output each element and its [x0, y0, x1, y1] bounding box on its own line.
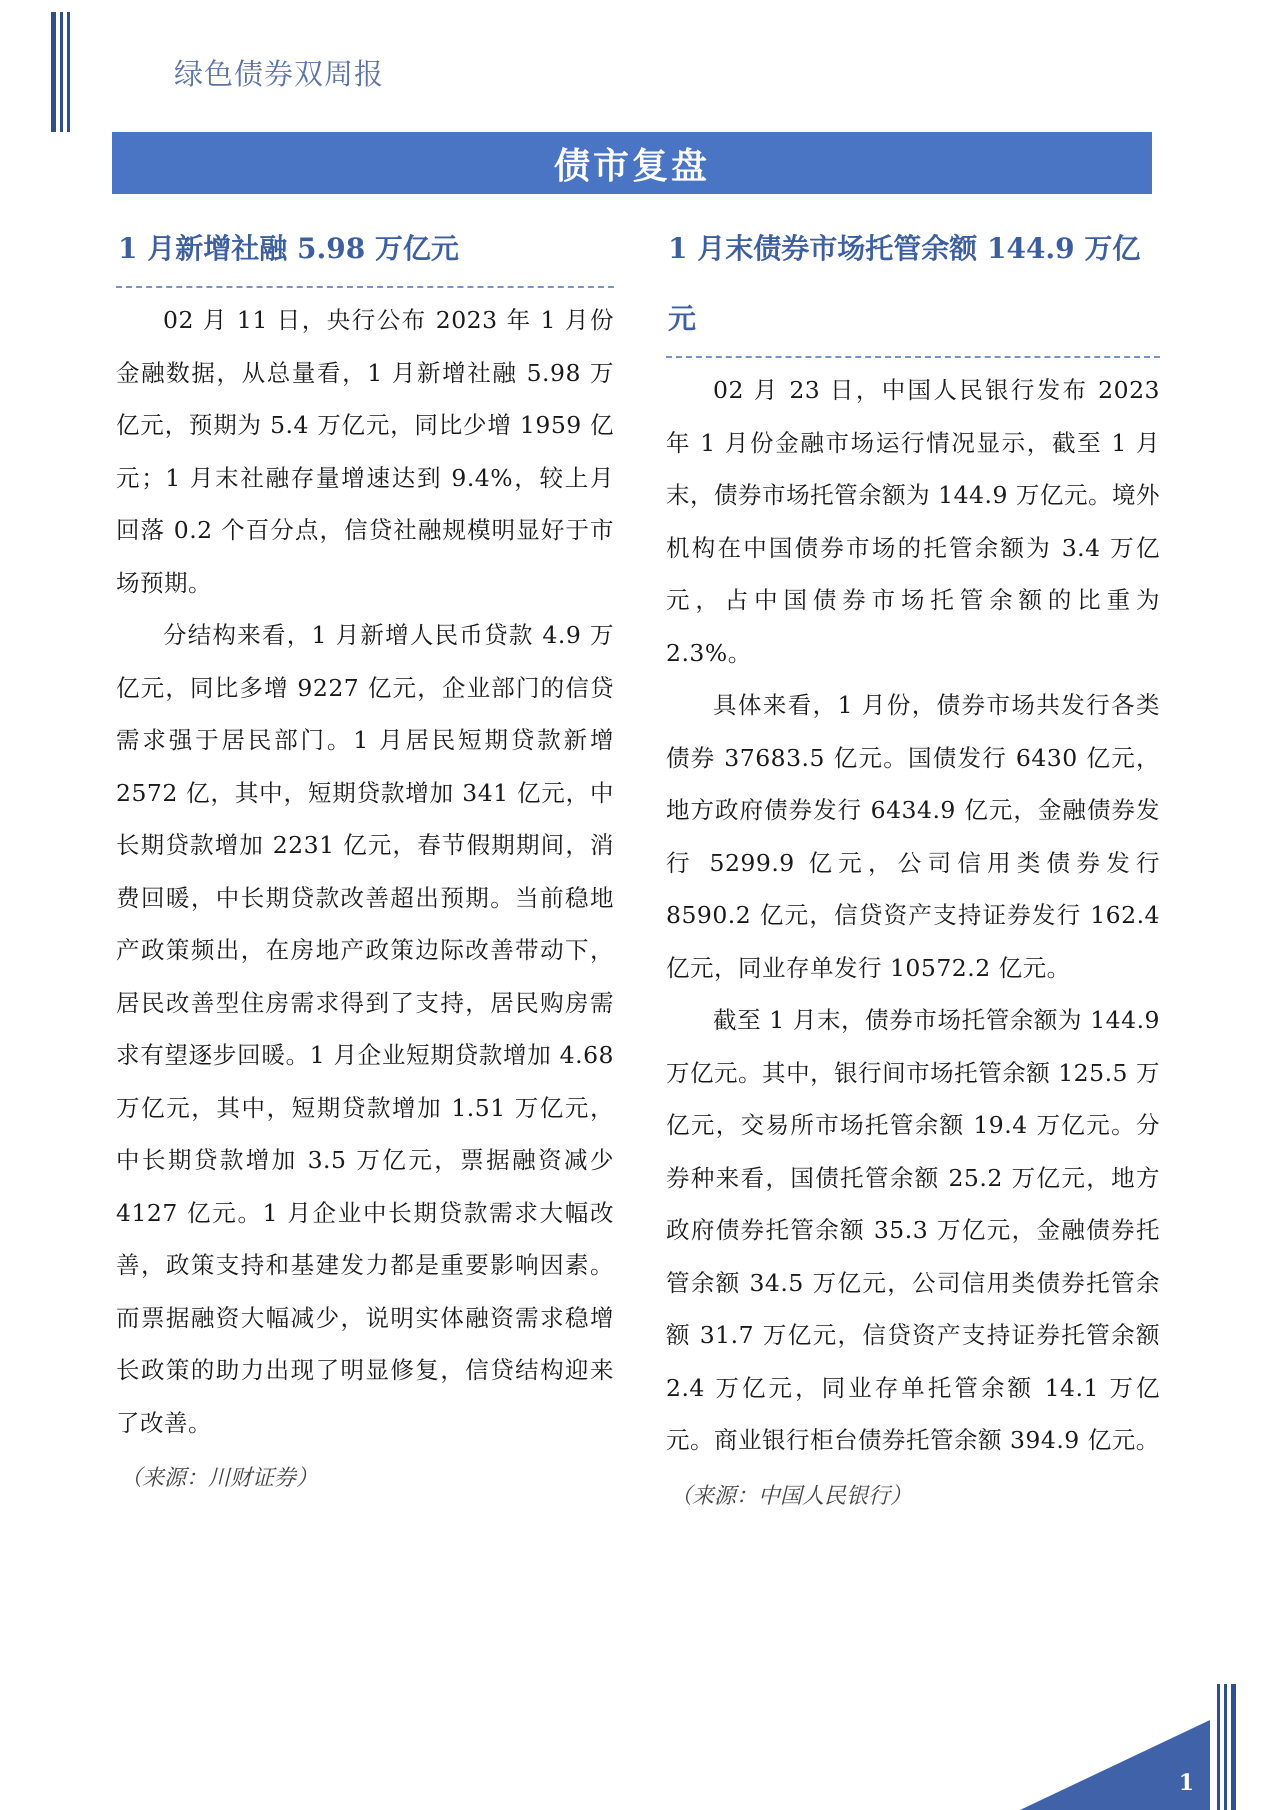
article-paragraph: 具体来看，1 月份，债券市场共发行各类债券 37683.5 亿元。国债发行 6430 亿元，地方政府债券发行 6434.9 亿元，金融债券发行 5299.9 亿元，公司信用类债券发行 8590.2 亿元，信贷资产支持证券发行 162.4 亿元，同业存单发行 10572.2 亿元。: [666, 691, 1160, 982]
title-divider: [116, 286, 614, 288]
section-banner: [112, 132, 1152, 194]
title-divider: [666, 356, 1160, 358]
article-paragraph: 分结构来看，1 月新增人民币贷款 4.9 万亿元，同比多增 9227 亿元，企业部门的信贷需求强于居民部门。1 月居民短期贷款新增 2572 亿，其中，短期贷款增加 341 亿元，中长期贷款增加 2231 亿元，春节假期期间，消费回暖，中长期贷款改善超出预期。当前稳地产政策频出，在房地产政策边际改善带动下，居民改善型住房需求得到了支持，居民购房需求有望逐步回暖。1 月企业短期贷款增加 4.68 万亿元，其中，短期贷款增加 1.51 万亿元，中长期贷款增加 3.5 万亿元，票据融资减少 4127 亿元。1 月企业中长期贷款需求大幅改善，政策支持和基建发力都是重要影响因素。而票据融资大幅减少，说明实体融资需求稳增长政策的助力出现了明显修复，信贷结构迎来了改善。: [116, 621, 614, 1437]
section-banner-label: 债市复盘: [553, 144, 710, 187]
article-paragraph: 截至 1 月末，债券市场托管余额为 144.9 万亿元。其中，银行间市场托管余额 125.5 万亿元，交易所市场托管余额 19.4 万亿元。分券种来看，国债托管余额 25.2 万亿元，地方政府债券托管余额 35.3 万亿元，金融债券托管余额 34.5 万亿元，公司信用类债券托管余额 31.7 万亿元，信贷资产支持证券托管余额 2.4 万亿元，同业存单托管余额 14.1 万亿元。商业银行柜台债券托管余额 394.9 亿元。: [666, 1006, 1160, 1454]
article-paragraph: 02 月 11 日，央行公布 2023 年 1 月份金融数据，从总量看，1 月新增社融 5.98 万亿元，预期为 5.4 万亿元，同比少增 1959 亿元；1 月末社融存量增速达到 9.4%，较上月回落 0.2 个百分点，信贷社融规模明显好于市场预期。: [116, 306, 614, 597]
report-title: 绿色债券双周报: [174, 57, 385, 91]
article-right: [666, 214, 1160, 1523]
article-title: 1 月新增社融 5.98 万亿元: [118, 232, 459, 265]
article-title: 1 月末债券市场托管余额 144.9 万亿元: [668, 232, 1141, 335]
footer-decoration-bars: [1217, 1684, 1236, 1810]
page-number: 1: [1178, 1770, 1194, 1796]
article-left: [116, 214, 614, 1505]
article-source: （来源：川财证券）: [120, 1466, 319, 1491]
article-paragraph: 02 月 23 日，中国人民银行发布 2023 年 1 月份金融市场运行情况显示，截至 1 月末，债券市场托管余额为 144.9 万亿元。境外机构在中国债券市场的托管余额为 3.4 万亿元，占中国债券市场托管余额的比重为 2.3%。: [666, 376, 1160, 667]
header-decoration-bars: [51, 12, 70, 132]
article-source: （来源：中国人民银行）: [670, 1483, 913, 1509]
page-corner-triangle: [1020, 1720, 1210, 1810]
